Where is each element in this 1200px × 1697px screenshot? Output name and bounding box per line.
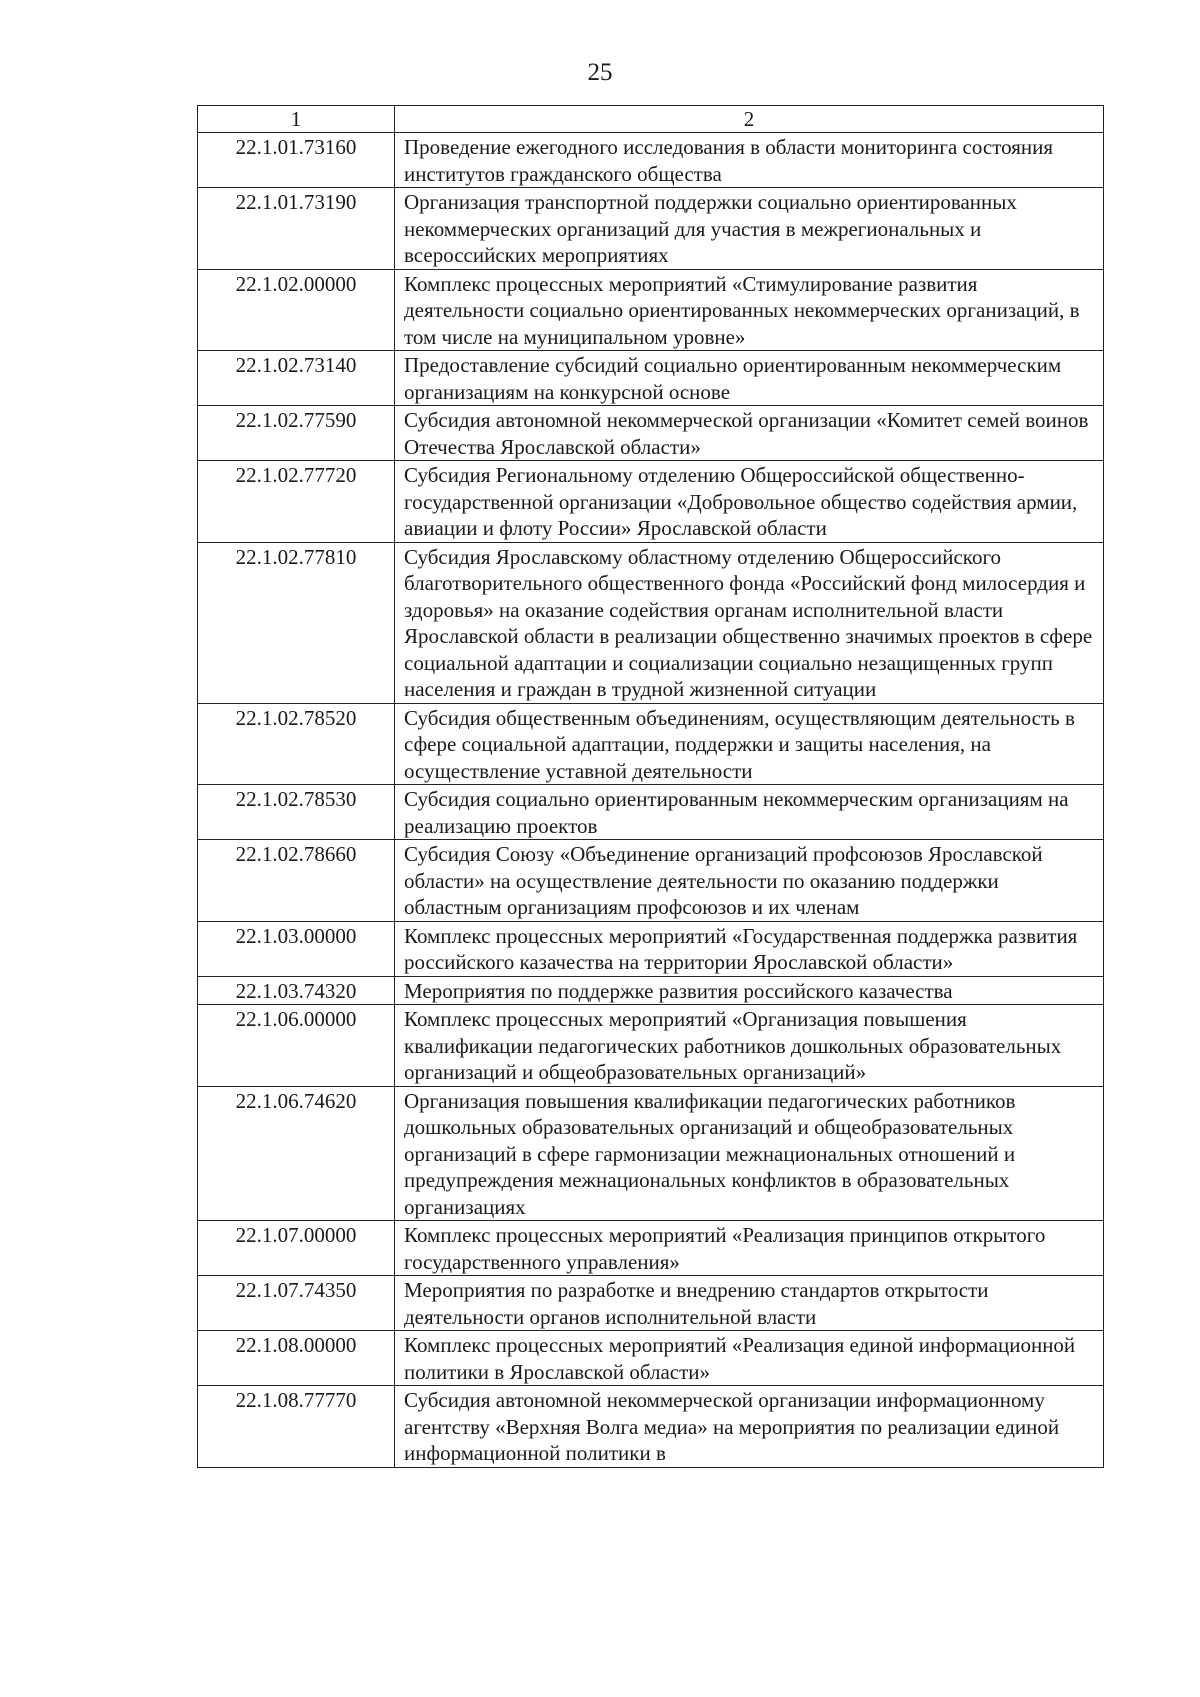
row-code: 22.1.08.00000: [198, 1331, 395, 1386]
row-description: Комплекс процессных мероприятий «Государственная поддержка развития российского казачества на территории Ярославской области»: [395, 921, 1104, 976]
row-description: Организация транспортной поддержки социально ориентированных некоммерческих организаций для участия в межрегиональных и всероссийских мероприятиях: [395, 188, 1104, 270]
row-description: Мероприятия по поддержке развития российского казачества: [395, 976, 1104, 1005]
table-row: [198, 1005, 1104, 1087]
table-row: [198, 1331, 1104, 1386]
column-header-description: 2: [395, 106, 1104, 133]
table-row: [198, 542, 1104, 703]
row-code: 22.1.02.77590: [198, 406, 395, 461]
row-description: Субсидия автономной некоммерческой организации информационному агентству «Верхняя Волга медиа» на мероприятия по реализации единой информационной политики в: [395, 1386, 1104, 1468]
row-description: Проведение ежегодного исследования в области мониторинга состояния институтов гражданского общества: [395, 133, 1104, 188]
table-row: [198, 976, 1104, 1005]
row-code: 22.1.02.77810: [198, 542, 395, 703]
table-row: [198, 1221, 1104, 1276]
page-number: 25: [587, 59, 613, 86]
row-description: Комплекс процессных мероприятий «Реализация единой информационной политики в Ярославской области»: [395, 1331, 1104, 1386]
table-row: [198, 188, 1104, 270]
table-row: [198, 1086, 1104, 1221]
row-description: Комплекс процессных мероприятий «Реализация принципов открытого государственного управления»: [395, 1221, 1104, 1276]
budget-classification-table: [197, 105, 1103, 1468]
row-description: Субсидия общественным объединениям, осуществляющим деятельность в сфере социальной адаптации, поддержки и защиты населения, на осуществление уставной деятельности: [395, 703, 1104, 785]
row-code: 22.1.02.77720: [198, 461, 395, 543]
table-row: [198, 133, 1104, 188]
row-description: Предоставление субсидий социально ориентированным некоммерческим организациям на конкурсной основе: [395, 351, 1104, 406]
row-code: 22.1.02.00000: [198, 269, 395, 351]
row-code: 22.1.03.00000: [198, 921, 395, 976]
row-code: 22.1.06.74620: [198, 1086, 395, 1221]
row-description: Мероприятия по разработке и внедрению стандартов открытости деятельности органов исполнительной власти: [395, 1276, 1104, 1331]
row-code: 22.1.01.73160: [198, 133, 395, 188]
row-description: Субсидия социально ориентированным некоммерческим организациям на реализацию проектов: [395, 785, 1104, 840]
table-row: [198, 351, 1104, 406]
table-row: [198, 921, 1104, 976]
row-description: Комплекс процессных мероприятий «Организация повышения квалификации педагогических работников дошкольных образовательных организаций и общеобразовательных организаций»: [395, 1005, 1104, 1087]
row-description: Субсидия Союзу «Объединение организаций профсоюзов Ярославской области» на осуществление деятельности по оказанию поддержки областным организациям профсоюзов и их членам: [395, 840, 1104, 922]
table-row: [198, 269, 1104, 351]
row-description: Комплекс процессных мероприятий «Стимулирование развития деятельности социально ориентированных некоммерческих организаций, в том числе на муниципальном уровне»: [395, 269, 1104, 351]
row-code: 22.1.02.73140: [198, 351, 395, 406]
row-description: Субсидия Ярославскому областному отделению Общероссийского благотворительного общественного фонда «Российский фонд милосердия и здоровья» на оказание содействия органам исполнительной власти Ярославской области в реализации общественно значимых проектов в сфере социальной адаптации и социализации социально незащищенных групп населения и граждан в трудной жизненной ситуации: [395, 542, 1104, 703]
row-code: 22.1.06.00000: [198, 1005, 395, 1087]
row-code: 22.1.02.78520: [198, 703, 395, 785]
table-row: [198, 703, 1104, 785]
table-row: [198, 1386, 1104, 1468]
table-row: [198, 461, 1104, 543]
row-description: Организация повышения квалификации педагогических работников дошкольных образовательных организаций и общеобразовательных организаций в сфере гармонизации межнациональных отношений и предупреждения межнациональных конфликтов в образовательных организациях: [395, 1086, 1104, 1221]
column-header-code: 1: [198, 106, 395, 133]
row-code: 22.1.07.00000: [198, 1221, 395, 1276]
table-header-row: [198, 106, 1104, 133]
table-row: [198, 785, 1104, 840]
row-code: 22.1.02.78660: [198, 840, 395, 922]
row-description: Субсидия Региональному отделению Общероссийской общественно-государственной организации «Добровольное общество содействия армии, авиации и флоту России» Ярославской области: [395, 461, 1104, 543]
row-code: 22.1.08.77770: [198, 1386, 395, 1468]
table-row: [198, 406, 1104, 461]
row-description: Субсидия автономной некоммерческой организации «Комитет семей воинов Отечества Ярославской области»: [395, 406, 1104, 461]
row-code: 22.1.07.74350: [198, 1276, 395, 1331]
row-code: 22.1.03.74320: [198, 976, 395, 1005]
table-row: [198, 1276, 1104, 1331]
table-row: [198, 840, 1104, 922]
row-code: 22.1.01.73190: [198, 188, 395, 270]
codes-table: [197, 105, 1104, 1468]
row-code: 22.1.02.78530: [198, 785, 395, 840]
